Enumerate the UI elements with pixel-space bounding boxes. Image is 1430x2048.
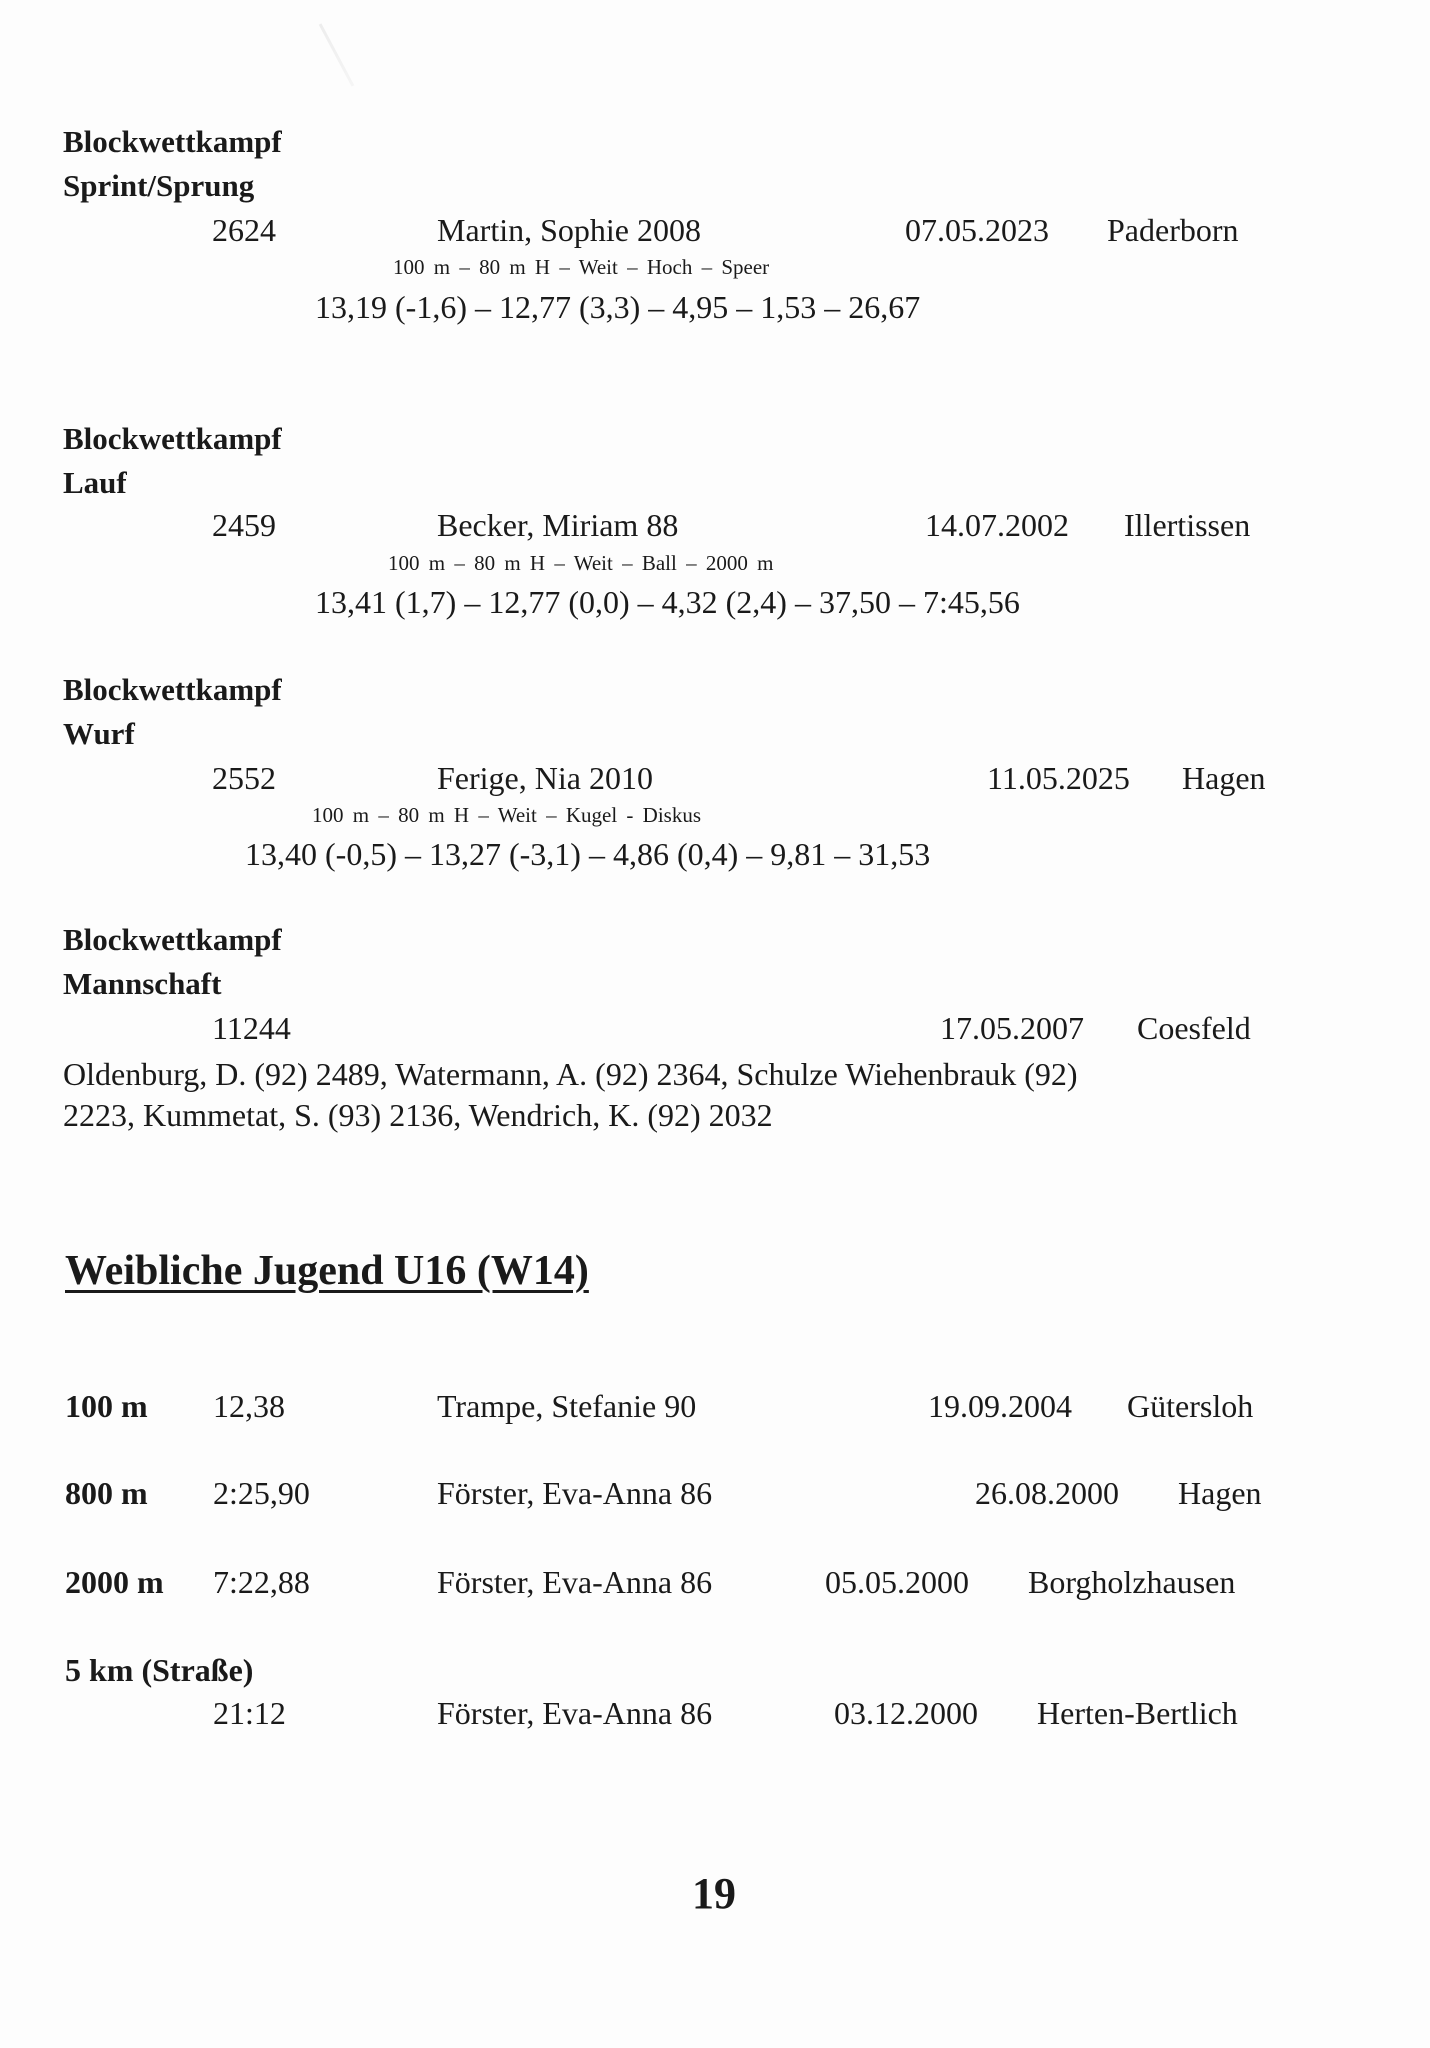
block-place: Hagen	[1182, 760, 1266, 796]
block-points: 2552	[212, 760, 276, 796]
block-place: Illertissen	[1124, 507, 1251, 543]
block-events: 100 m – 80 m H – Weit – Ball – 2000 m	[388, 551, 774, 575]
record-date: 19.09.2004	[928, 1388, 1072, 1424]
block-title: Blockwettkampf	[63, 922, 282, 957]
block-results: 13,41 (1,7) – 12,77 (0,0) – 4,32 (2,4) – 37,50 – 7:45,56	[315, 584, 1020, 620]
block-subtitle: Sprint/Sprung	[63, 168, 255, 203]
record-place: Hagen	[1178, 1475, 1262, 1511]
record-date: 26.08.2000	[975, 1475, 1119, 1511]
record-result: 21:12	[213, 1695, 286, 1731]
block-title: Blockwettkampf	[63, 124, 282, 159]
record-place: Herten-Bertlich	[1037, 1695, 1238, 1731]
block-athlete: Ferige, Nia 2010	[437, 760, 653, 796]
record-athlete: Förster, Eva-Anna 86	[437, 1564, 713, 1600]
block-points: 2624	[212, 212, 276, 248]
block-subtitle: Mannschaft	[63, 966, 222, 1001]
record-place: Gütersloh	[1127, 1388, 1254, 1424]
record-result: 7:22,88	[213, 1564, 310, 1600]
record-event: 100 m	[65, 1388, 148, 1424]
block-events: 100 m – 80 m H – Weit – Kugel - Diskus	[312, 803, 701, 827]
block-subtitle: Wurf	[63, 716, 135, 751]
block-date: 11.05.2025	[987, 760, 1130, 796]
block-athlete: Martin, Sophie 2008	[437, 212, 701, 248]
record-event: 800 m	[65, 1475, 148, 1511]
record-athlete: Förster, Eva-Anna 86	[437, 1475, 713, 1511]
record-date: 05.05.2000	[825, 1564, 969, 1600]
block-points: 2459	[212, 507, 276, 543]
record-event: 2000 m	[65, 1564, 164, 1600]
block-title: Blockwettkampf	[63, 421, 282, 456]
record-result: 2:25,90	[213, 1475, 310, 1511]
block-events: 100 m – 80 m H – Weit – Hoch – Speer	[393, 255, 770, 279]
record-athlete: Förster, Eva-Anna 86	[437, 1695, 713, 1731]
record-date: 03.12.2000	[834, 1695, 978, 1731]
block-points: 11244	[212, 1010, 291, 1046]
block-date: 17.05.2007	[940, 1010, 1084, 1046]
record-place: Borgholzhausen	[1028, 1564, 1236, 1600]
block-subtitle: Lauf	[63, 465, 127, 500]
block-results: 13,40 (-0,5) – 13,27 (-3,1) – 4,86 (0,4) – 9,81 – 31,53	[245, 836, 931, 872]
block-results: 13,19 (-1,6) – 12,77 (3,3) – 4,95 – 1,53 – 26,67	[315, 289, 921, 325]
block-place: Coesfeld	[1137, 1010, 1251, 1046]
block-place: Paderborn	[1107, 212, 1239, 248]
block-date: 07.05.2023	[905, 212, 1049, 248]
record-event: 5 km (Straße)	[65, 1652, 254, 1688]
page-number: 19	[692, 1869, 736, 1918]
team-members-line-1: Oldenburg, D. (92) 2489, Watermann, A. (92) 2364, Schulze Wiehenbrauk (92)	[63, 1056, 1078, 1092]
record-result: 12,38	[213, 1388, 285, 1424]
section-heading: Weibliche Jugend U16 (W14)	[65, 1248, 589, 1294]
block-date: 14.07.2002	[925, 507, 1069, 543]
scan-artifact	[319, 23, 355, 86]
block-athlete: Becker, Miriam 88	[437, 507, 679, 543]
block-title: Blockwettkampf	[63, 672, 282, 707]
record-athlete: Trampe, Stefanie 90	[437, 1388, 697, 1424]
team-members-line-2: 2223, Kummetat, S. (93) 2136, Wendrich, K. (92) 2032	[63, 1097, 773, 1133]
